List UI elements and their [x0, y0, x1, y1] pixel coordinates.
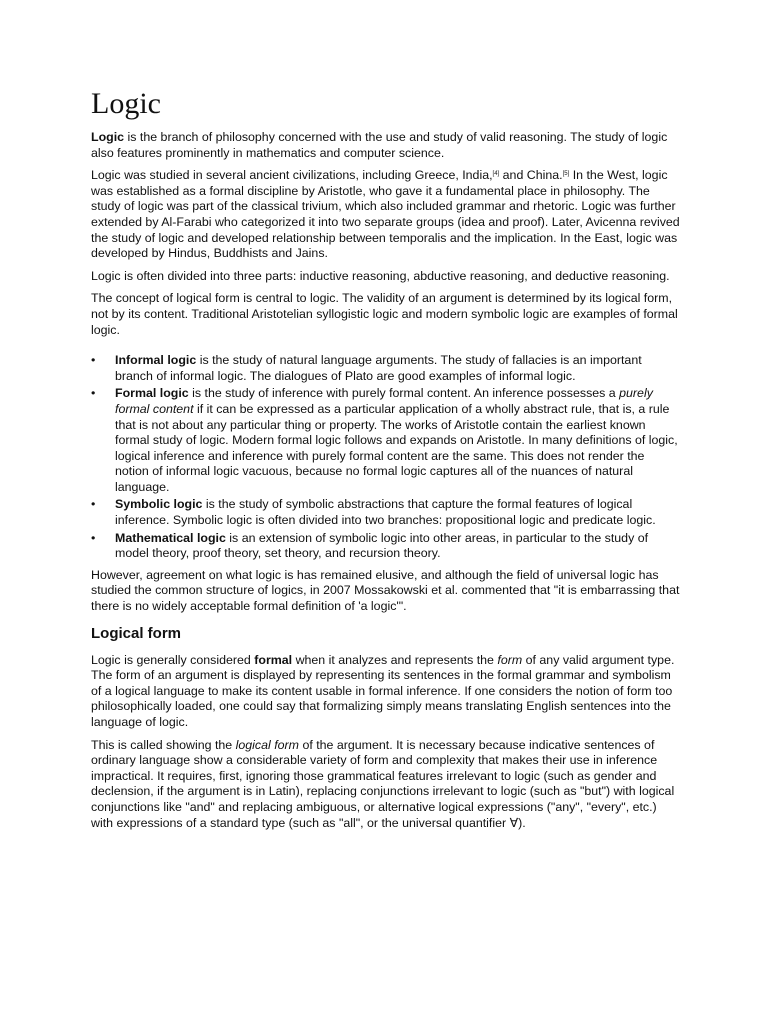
- list-item-mathematical-logic: [91, 531, 681, 562]
- bullet-icon: •: [91, 353, 96, 368]
- list-item-formal-logic: [91, 386, 681, 495]
- list-item-informal-logic: [91, 353, 681, 384]
- lf-p1-text-c: when it analyzes and represents the: [292, 652, 498, 667]
- section-heading-logical-form: Logical form: [91, 624, 182, 642]
- lf-p1-bold-formal: formal: [254, 652, 293, 667]
- symbolic-logic-term: Symbolic logic: [115, 497, 203, 512]
- formal-logic-text-1: is the study of inference with purely formal content. An inference possesses a: [188, 386, 620, 401]
- parts-paragraph: Logic is often divided into three parts: inductive reasoning, abductive reasoning, and deductive reasoning.: [91, 268, 670, 283]
- list-item-symbolic-logic: [91, 497, 681, 528]
- page-title: Logic: [91, 87, 161, 120]
- formal-logic-text-2: if it can be expressed as a particular application of a wholly abstract rule, that is, a rule that is not about any particular thing or property. The works of Aristotle contain the earliest known formal study of logic. Modern formal logic follows and expands on Aristotle. In many definitions of logic, logical inference and inference with purely formal content are the same. This does not render the notion of informal logic vacuous, because no formal logic captures all of the nuances of natural language.: [115, 401, 678, 494]
- informal-logic-term: Informal logic: [115, 353, 197, 368]
- lf-p1-text-e: of any valid argument type. The form of an argument is displayed by representing its sentences in the formal grammar and symbolism of a logical language to make its content usable in formal inference. If one considers the notion of form too philosophically loaded, one could say that formalizing simply means translating English sentences into the language of logic.: [91, 652, 675, 729]
- mathematical-logic-term: Mathematical logic: [115, 530, 226, 545]
- intro-text: is the branch of philosophy concerned with the use and study of valid reasoning. The study of logic also features prominently in mathematics and computer science.: [91, 130, 668, 160]
- mathematical-logic-text: is an extension of symbolic logic into other areas, in particular to the study of model theory, proof theory, set theory, and recursion theory.: [115, 530, 649, 561]
- formal-logic-emphasis: purely formal content: [115, 386, 653, 416]
- bullet-icon: •: [91, 497, 96, 512]
- lf-p1-text-a: Logic is generally considered: [91, 652, 255, 667]
- intro-term: Logic: [91, 130, 125, 144]
- informal-logic-text: is the study of natural language arguments. The study of fallacies is an important branch of informal logic. The dialogues of Plato are good examples of informal logic.: [115, 353, 642, 383]
- logical-form-concept-paragraph: The concept of logical form is central to logic. The validity of an argument is determined by its logical form, not by its content. Traditional Aristotelian syllogistic logic and modern symbolic logic are examples of formal logic.: [91, 291, 678, 337]
- formal-logic-term: Formal logic: [115, 386, 189, 401]
- symbolic-logic-text: is the study of symbolic abstractions that capture the formal features of logical inference. Symbolic logic is often divided into two branches: propositional logic and predicate logic.: [115, 497, 656, 528]
- history-paragraph: [91, 168, 681, 262]
- logical-form-paragraph-1: [91, 653, 681, 731]
- document-page: [91, 86, 681, 838]
- citation-5[interactable]: [5]: [562, 171, 570, 178]
- however-paragraph: However, agreement on what logic is has remained elusive, and although the field of universal logic has studied the common structure of logics, in 2007 Mossakowski et al. commented that "it is embarrassing that there is no widely acceptable formal definition of 'a logic'".: [91, 567, 680, 614]
- bullet-icon: •: [91, 530, 96, 545]
- logical-form-paragraph-2: [91, 738, 681, 832]
- history-text-3: In the West, logic was established as a formal discipline by Aristotle, who gave it a fundamental place in philosophy. The study of logic was part of the classical trivium, which also included grammar and rhetoric. Logic was further extended by Al-Farabi who categorized it into two separate groups (idea and proof). Later, Avicenna revived the study of logic and developed relationship between temporalis and the implication. In the East, logic was developed by Hindus, Buddhists and Jains.: [91, 168, 680, 261]
- citation-4[interactable]: [4]: [492, 171, 500, 178]
- logic-types-list: [91, 353, 681, 562]
- lf-p2-text-c: of the argument. It is necessary because indicative sentences of ordinary language show a considerable variety of form and complexity that makes their use in inference impractical. It requires, first, ignoring those grammatical features irrelevant to logic (such as gender and declension, if the argument is in Latin), replacing conjunctions irrelevant to logic (such as "but") with logical conjunctions like "and" and replacing ambiguous, or alternative logical expressions ("any", "every", etc.) with expressions of a standard type (such as "all", or the universal quantifier ∀).: [91, 737, 675, 830]
- lf-p2-italic-logical-form: logical form: [235, 737, 299, 752]
- history-text-2: and China.: [499, 168, 563, 183]
- intro-paragraph: [91, 130, 681, 161]
- lf-p2-text-a: This is called showing the: [91, 737, 236, 752]
- lf-p1-italic-form: form: [497, 652, 523, 667]
- bullet-icon: •: [91, 386, 96, 401]
- history-text-1: Logic was studied in several ancient civilizations, including Greece, India,: [91, 168, 493, 183]
